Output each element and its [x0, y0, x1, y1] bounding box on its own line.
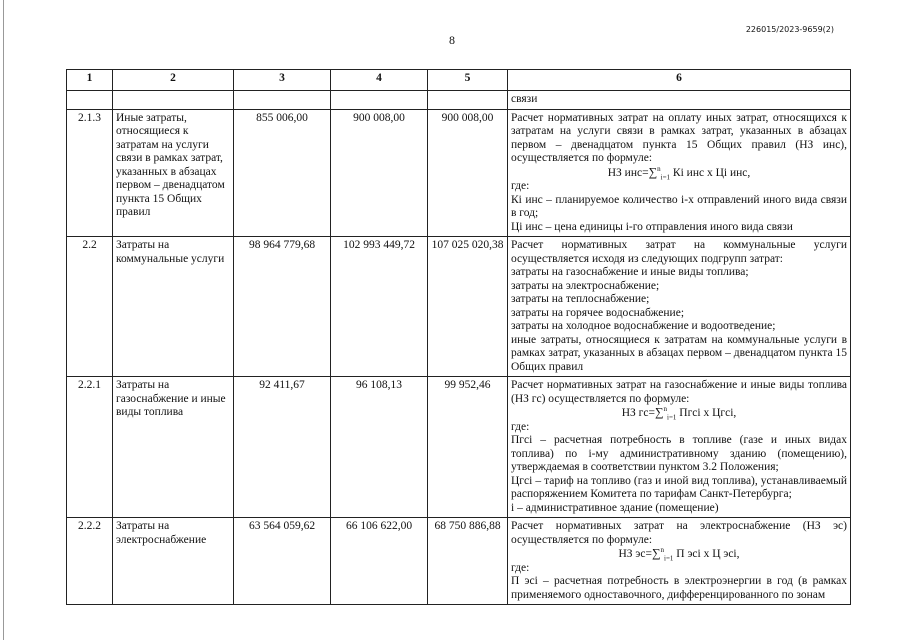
- header-col-1: 1: [67, 70, 113, 91]
- desc-paragraph: Расчет нормативных затрат на электроснабжение (НЗ эс) осуществляется по формуле:: [511, 520, 847, 546]
- formula: НЗ гс=∑$^n_{i=1}$ Пгсi х Цгсi,: [621, 405, 737, 422]
- formula: НЗ эс=∑$^n_{i=1}$ П эсi х Ц эсi,: [618, 546, 740, 563]
- row-number: 2.2: [67, 237, 113, 377]
- row-name: Затраты на коммунальные услуги: [113, 237, 234, 377]
- desc-paragraph: Расчет нормативных затрат на оплату иных затрат, относящихся к затратам на услуги связи в рамках затрат, указанных в абзацах первом – двенадцатом пункта 15 Общих правил (НЗ инс), осуществляется по формуле:: [511, 111, 847, 164]
- cost-table: [66, 69, 851, 605]
- header-col-4: 4: [331, 70, 428, 91]
- row-value-1: 98 964 779,68: [234, 237, 331, 377]
- row-value-1: 92 411,67: [234, 377, 331, 518]
- desc-paragraph: Расчет нормативных затрат на газоснабжение и иные виды топлива (НЗ гс) осуществляется по формуле:: [511, 379, 847, 405]
- table-row: [67, 237, 851, 377]
- row-description: Расчет нормативных затрат на газоснабжение и иные виды топлива (НЗ гс) осуществляется по формуле: НЗ гс=∑$^n_{i=1}$ Пгсi х Цгсi, где: Пгсi – расчетная потребность в топливе (газе и иных видах топлива) по i-му административному зданию (помещению), утверждаемая в соответствии пунктом 3.2 Положения; Цгсi – тариф на топливо (газ и иной вид топлива), устанавливаемый распоряжением Комитета по тарифам Санкт-Петербурга; i – административное здание (помещение): [508, 377, 851, 518]
- desc-paragraph: Расчет нормативных затрат на коммунальные услуги осуществляется исходя из следующих подгрупп затрат:: [511, 239, 847, 265]
- row-value-3: 99 952,46: [428, 377, 508, 518]
- row-value-2: 96 108,13: [331, 377, 428, 518]
- row-name: Иные затраты, относящиеся к затратам на услуги связи в рамках затрат, указанных в абзацах первом – двенадцатом пункта 15 Общих правил: [113, 109, 234, 237]
- row-value-3: 68 750 886,88: [428, 518, 508, 605]
- row-number: 2.2.2: [67, 518, 113, 605]
- row-name: Затраты на газоснабжение и иные виды топлива: [113, 377, 234, 518]
- row-number: 2.1.3: [67, 109, 113, 237]
- table-row: [67, 377, 851, 518]
- scan-left-edge: [3, 0, 4, 640]
- continuation-row: [67, 91, 851, 110]
- header-row: [67, 70, 851, 91]
- row-name: Затраты на электроснабжение: [113, 518, 234, 605]
- header-col-6: 6: [508, 70, 851, 91]
- header-col-5: 5: [428, 70, 508, 91]
- row-value-1: 63 564 059,62: [234, 518, 331, 605]
- row-value-3: 900 008,00: [428, 109, 508, 237]
- row-value-2: 66 106 622,00: [331, 518, 428, 605]
- row-description: Расчет нормативных затрат на электроснабжение (НЗ эс) осуществляется по формуле: НЗ эс=∑$^n_{i=1}$ П эсi х Ц эсi, где: П эсi – расчетная потребность в электроэнергии в год (в рамках применяемого одноставочного, дифференцированного по зонам: [508, 518, 851, 605]
- row-value-3: 107 025 020,38: [428, 237, 508, 377]
- row-value-2: 900 008,00: [331, 109, 428, 237]
- row-value-1: 855 006,00: [234, 109, 331, 237]
- document-id: 226015/2023-9659(2): [745, 25, 834, 34]
- page-number: 8: [449, 33, 455, 47]
- header-col-3: 3: [234, 70, 331, 91]
- table-row: [67, 109, 851, 237]
- row-description: Расчет нормативных затрат на коммунальные услуги осуществляется исходя из следующих подгрупп затрат: затраты на газоснабжение и иные виды топлива; затраты на электроснабжение; затраты на теплоснабжение; затраты на горячее водоснабжение; затраты на холодное водоснабжение и водоотведение; иные затраты, относящиеся к затратам на коммунальные услуги в рамках затрат, указанных в абзацах первом – двенадцатом пункта 15 Общих правил: [508, 237, 851, 377]
- formula: НЗ инс=∑$^n_{i=1}$ Кi инс х Цi инс,: [607, 164, 751, 181]
- row-description: Расчет нормативных затрат на оплату иных затрат, относящихся к затратам на услуги связи в рамках затрат, указанных в абзацах первом – двенадцатом пункта 15 Общих правил (НЗ инс), осуществляется по формуле: НЗ инс=∑$^n_{i=1}$ Кi инс х Цi инс, где: Кi инс – планируемое количество i-х отправлений иного вида связи в год; Цi инс – цена единицы i-го отправления иного вида связи: [508, 109, 851, 237]
- header-col-2: 2: [113, 70, 234, 91]
- continuation-text: связи: [508, 91, 851, 110]
- table-row: [67, 518, 851, 605]
- row-number: 2.2.1: [67, 377, 113, 518]
- row-value-2: 102 993 449,72: [331, 237, 428, 377]
